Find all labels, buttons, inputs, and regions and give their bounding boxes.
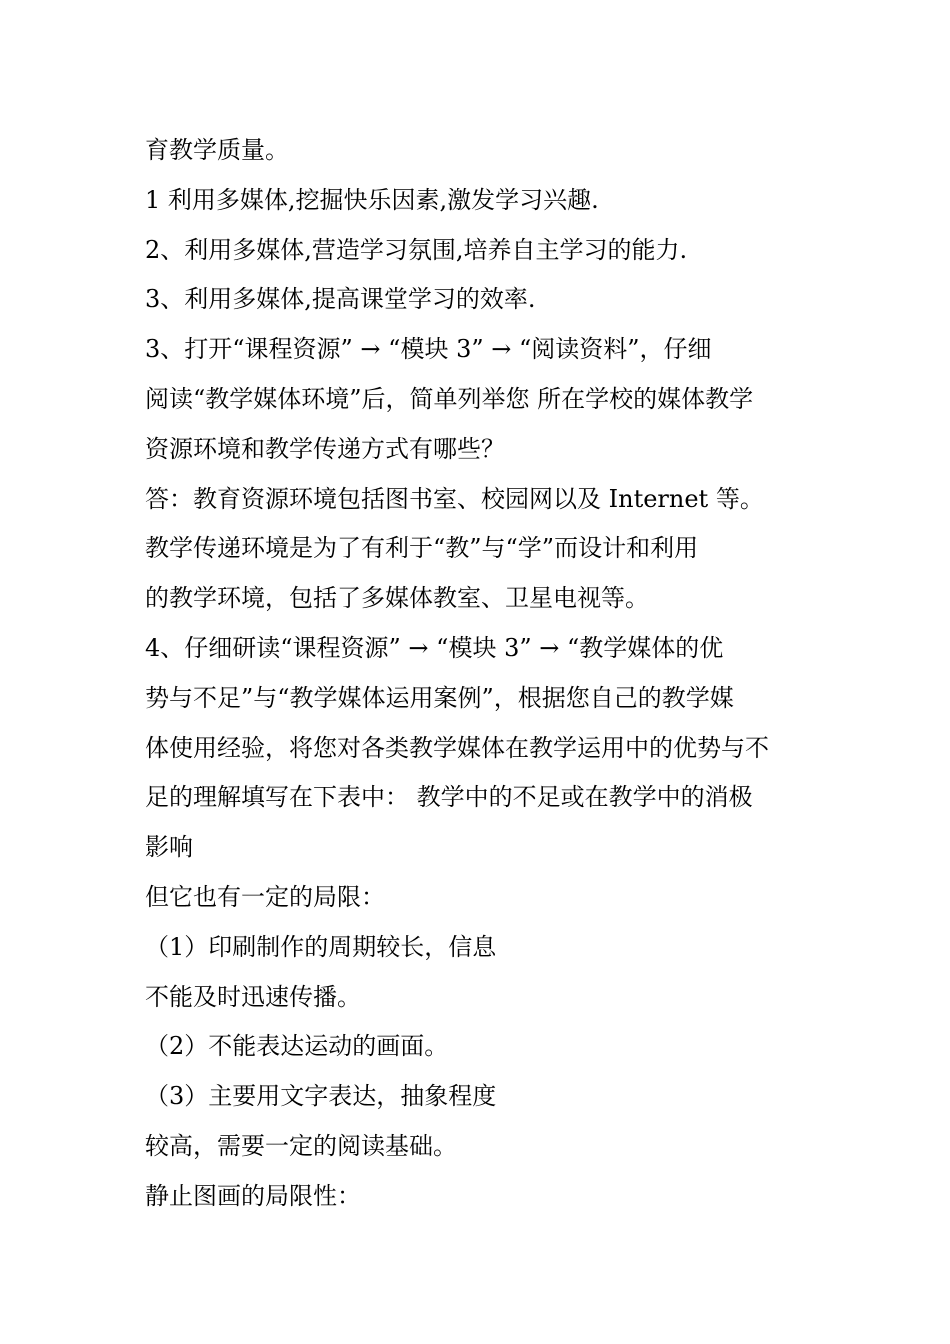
text-line: 阅读“教学媒体环境”后，简单列举您 所在学校的媒体教学: [145, 384, 754, 413]
text-line: 资源环境和教学传递方式有哪些？: [145, 434, 505, 463]
text-line: 1 利用多媒体,挖掘快乐因素,激发学习兴趣.: [145, 185, 599, 214]
text-line: 的教学环境，包括了多媒体教室、卫星电视等。: [145, 584, 649, 613]
text-line: 但它也有一定的局限：: [145, 882, 385, 911]
text-line: （1）印刷制作的周期较长，信息: [145, 932, 497, 961]
text-line: 2、利用多媒体,营造学习氛围,培养自主学习的能力.: [145, 235, 688, 264]
text-line: 4、仔细研读“课程资源” → “模块 3” → “教学媒体的优: [145, 633, 724, 662]
text-line: 较高，需要一定的阅读基础。: [145, 1131, 457, 1160]
text-line: 教学传递环境是为了有利于“教”与“学”而设计和利用: [145, 534, 699, 563]
text-line: 不能及时迅速传播。: [145, 982, 361, 1011]
text-line: 体使用经验，将您对各类教学媒体在教学运用中的优势与不: [145, 733, 769, 762]
text-line: （3）主要用文字表达，抽象程度: [145, 1082, 497, 1111]
text-line: 影响: [145, 833, 193, 862]
text-line: 足的理解填写在下表中： 教学中的不足或在教学中的消极: [145, 783, 753, 812]
text-line: 3、打开“课程资源” → “模块 3” → “阅读资料”，仔细: [145, 335, 712, 364]
text-line: 势与不足”与“教学媒体运用案例”，根据您自己的教学媒: [145, 683, 734, 712]
document-body: [145, 126, 810, 1222]
text-line: 育教学质量。: [145, 136, 289, 164]
text-line: （2）不能表达运动的画面。: [145, 1032, 449, 1061]
text-line: 3、利用多媒体,提高课堂学习的效率.: [145, 285, 536, 314]
text-line: 答：教育资源环境包括图书室、校园网以及 Internet 等。: [145, 484, 764, 513]
text-line: 静止图画的局限性：: [145, 1181, 361, 1210]
